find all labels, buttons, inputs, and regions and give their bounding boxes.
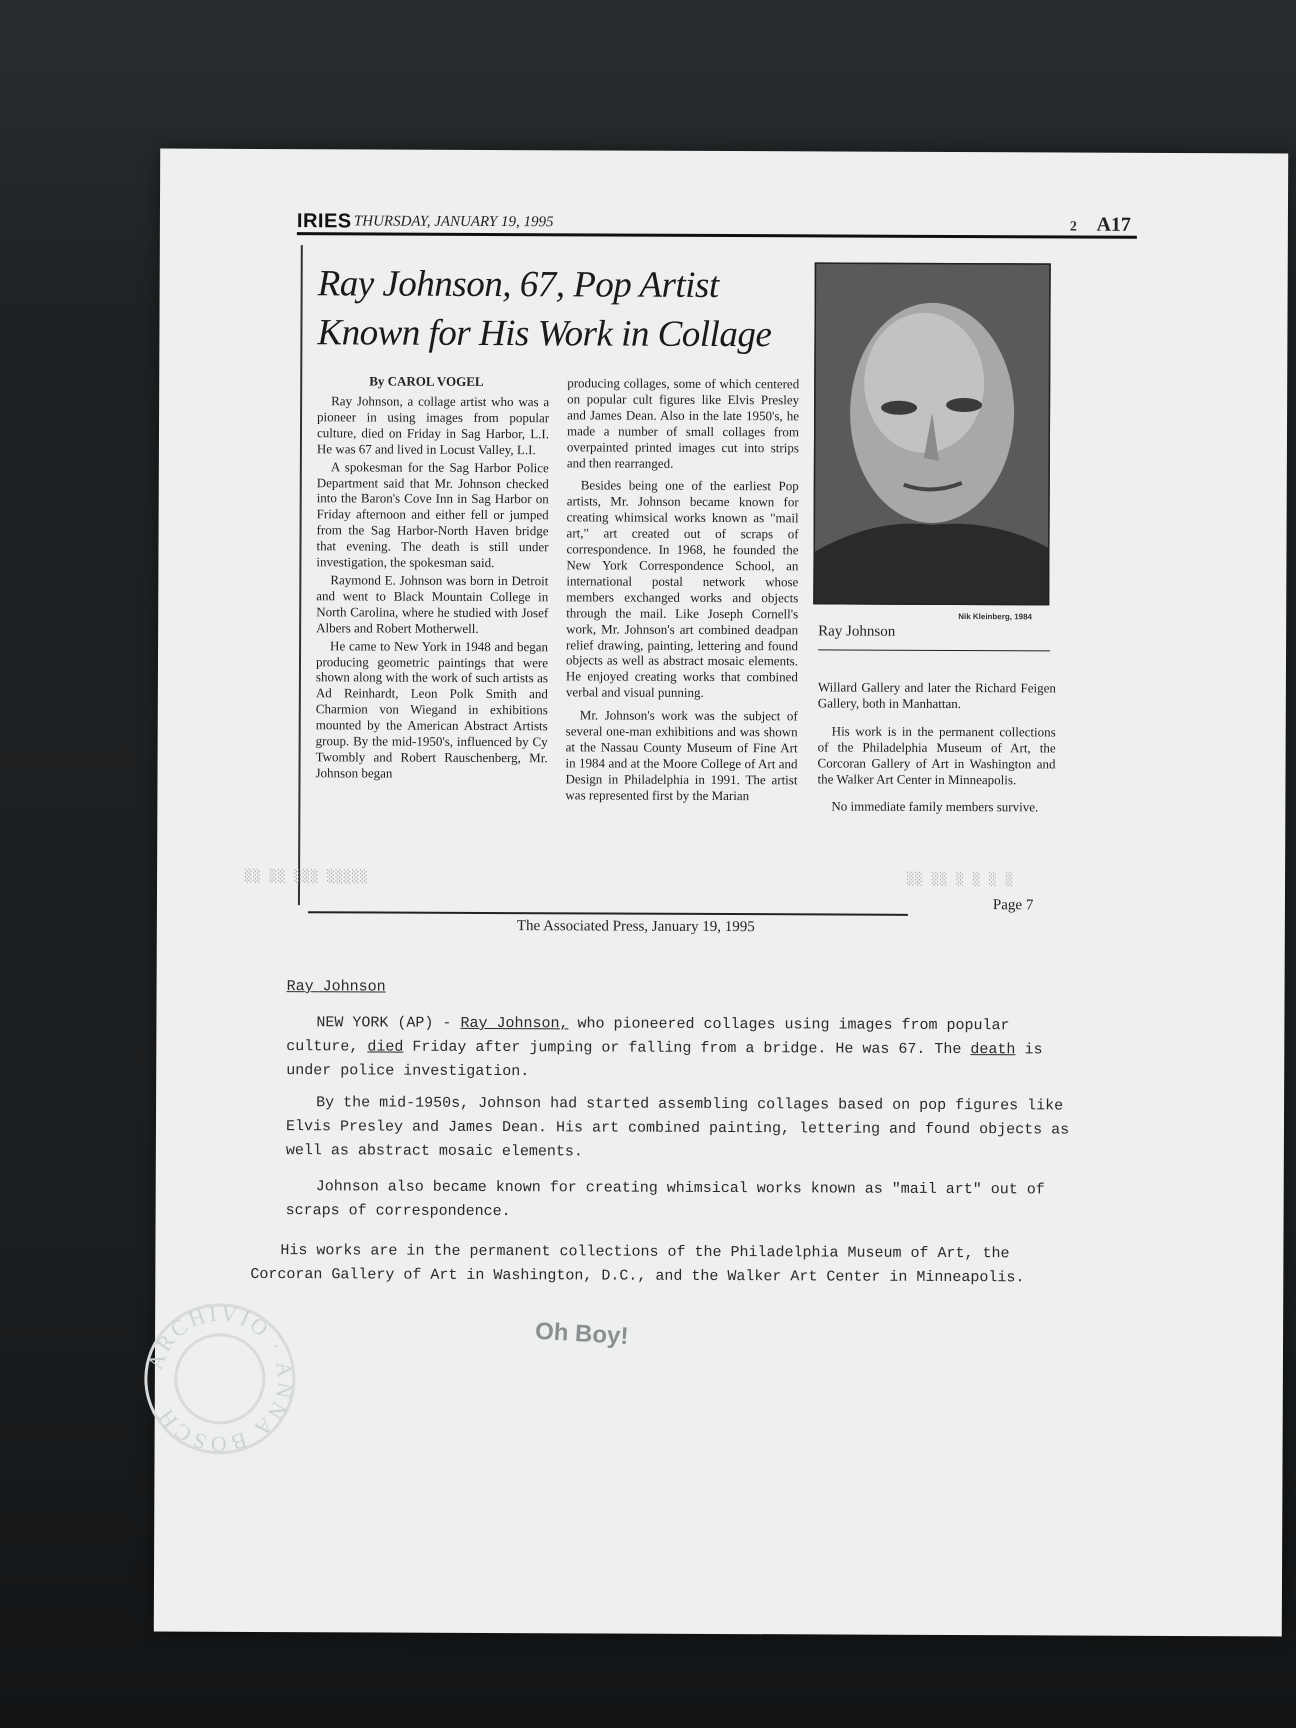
caption-rule — [818, 649, 1050, 651]
article-column-1 — [315, 393, 549, 782]
p1-died: died — [367, 1038, 404, 1056]
wire-paragraph-2 — [286, 1091, 1076, 1166]
p1-text: is under police investigation. — [286, 1041, 1043, 1081]
p1-dateline: NEW YORK (AP) - — [316, 1014, 461, 1032]
portrait-photo — [813, 262, 1050, 605]
col3-para: No immediate family members survive. — [831, 798, 1039, 815]
col1-para: A spokesman for the Sag Harbor Police Department said that Mr. Johnson checked into the Baron's Cove Inn in Sag Harbor on Friday afternoon and either fell or jumped from the Sag Harbor-North Haven bridge that evening. The death is still under investigation, the spokesman said. — [316, 458, 549, 571]
handwritten-note: Oh Boy! — [534, 1317, 630, 1351]
wire-paragraph-1 — [286, 1011, 1056, 1086]
col1-para: He came to New York in 1948 and began producing geometric paintings that were shown along with the work of such artists as Ad Reinhardt, Leon Polk Smith and Charmion von Wiegand in exhibitions mounted by the American Abstract Artists group. By the mid-1950's, influenced by Cy Twombly and Robert Rauschenberg, Mr. Johnson began — [315, 637, 549, 781]
col3-para: His work is in the permanent collections of the Philadelphia Museum of Art, the Corcoran Gallery of Art in Washington and the Walker Art Center in Minneapolis. — [817, 723, 1056, 787]
col1-para: Raymond E. Johnson was born in Detroit and went to Black Mountain College in North Carolina, where he studied with Josef Albers and Robert Motherwell. — [316, 572, 549, 636]
col2-para: Besides being one of the earliest Pop artists, Mr. Johnson became known for creating whimsical works known as "mail art," art created out of scraps of correspondence. In 1968, he founded the New York Correspondence School, an international postal network whose members exchanged works and objects through the mail. Like Joseph Cornell's work, Mr. Johnson's art combined deadpan relief drawing, painting, lettering and found objects as well as abstract mosaic elements. He enjoyed creating works that combined verbal and visual punning. — [565, 477, 799, 701]
photo-credit: Nik Kleinberg, 1984 — [958, 612, 1033, 622]
article-byline: By CAROL VOGEL — [369, 373, 484, 389]
fax-header-left: ░░ ░░ ░░░ ░░░░░ — [245, 868, 369, 884]
col2-para: producing collages, some of which centered on popular cult figures like Elvis Presley and James Dean. Also in the late 1950's, he made a number of small collages from overpainted printed images cut into strips and then rearranged. — [566, 375, 800, 471]
col3-para: Willard Gallery and later the Richard Feigen Gallery, both in Manhattan. — [817, 679, 1056, 711]
newspaper-masthead — [297, 210, 1137, 239]
p4-text: His works are in the permanent collections of the Philadelphia Museum of Art, the Corcoran Gallery of Art in Washington, D.C., and the Walker Art Center in Minneapolis. — [250, 1242, 1025, 1287]
wire-paragraph-4 — [250, 1239, 1050, 1290]
photo-caption: Ray Johnson — [818, 623, 896, 640]
p2-text: By the mid-1950s, Johnson had started assembling collages based on pop figures like Elvis Presley and James Dean. His art combined painting, lettering and found objects as well as abstract mosaic elements. — [285, 1094, 1070, 1161]
fax-header-right: ░░ ░░ ░ ░ ░ ░ — [907, 871, 1015, 887]
headline-line-1: Ray Johnson, 67, Pop Artist — [317, 263, 719, 306]
masthead-section: IRIES — [296, 210, 352, 233]
masthead-date: THURSDAY, JANUARY 19, 1995 — [353, 213, 554, 231]
article-column-2 — [565, 375, 799, 804]
page-number: Page 7 — [992, 897, 1034, 914]
story-slug: Ray Johnson — [286, 978, 386, 996]
article-headline — [317, 259, 837, 359]
archive-embossed-stamp — [140, 1298, 301, 1459]
stamp-seal — [140, 1298, 301, 1459]
p1-death: death — [970, 1041, 1016, 1059]
wire-paragraph-3 — [286, 1175, 1046, 1226]
article-column-3 — [817, 679, 1056, 815]
col1-para: Ray Johnson, a collage artist who was a pioneer in using images from popular culture, died on Friday in Sag Harbor, L.I. He was 67 and lived in Locust Valley, L.I. — [316, 393, 550, 457]
clipping-bottom-rule — [308, 911, 908, 916]
col2-para: Mr. Johnson's work was the subject of several one-man exhibitions and was shown at the Nassau County Museum of Fine Art in 1984 and at the Moore College of Art and Design in Philadelphia in 1991. The artist was represented first by the Marian — [565, 707, 798, 803]
headline-line-2: Known for His Work in Collage — [317, 312, 772, 356]
masthead-page: A17 — [1096, 213, 1131, 236]
source-line: The Associated Press, January 19, 1995 — [516, 918, 755, 936]
p3-text: Johnson also became known for creating whimsical works known as "mail art" out of scraps of correspondence. — [285, 1178, 1045, 1221]
document-page — [142, 149, 1288, 1637]
p1-text: who pioneered collages using images from popular culture, — [286, 1015, 1010, 1056]
portrait-illustration — [813, 262, 1050, 605]
masthead-section-letter: 2 — [1069, 219, 1077, 235]
p1-text: Friday after jumping or falling from a bridge. He was 67. The — [403, 1038, 971, 1059]
svg-text:ARCHIVIO · ANNA BOSCH: ARCHIVIO · ANNA BOSCH — [142, 1300, 299, 1458]
p1-name: Ray Johnson, — [460, 1014, 569, 1033]
clipping-left-border — [298, 245, 303, 905]
